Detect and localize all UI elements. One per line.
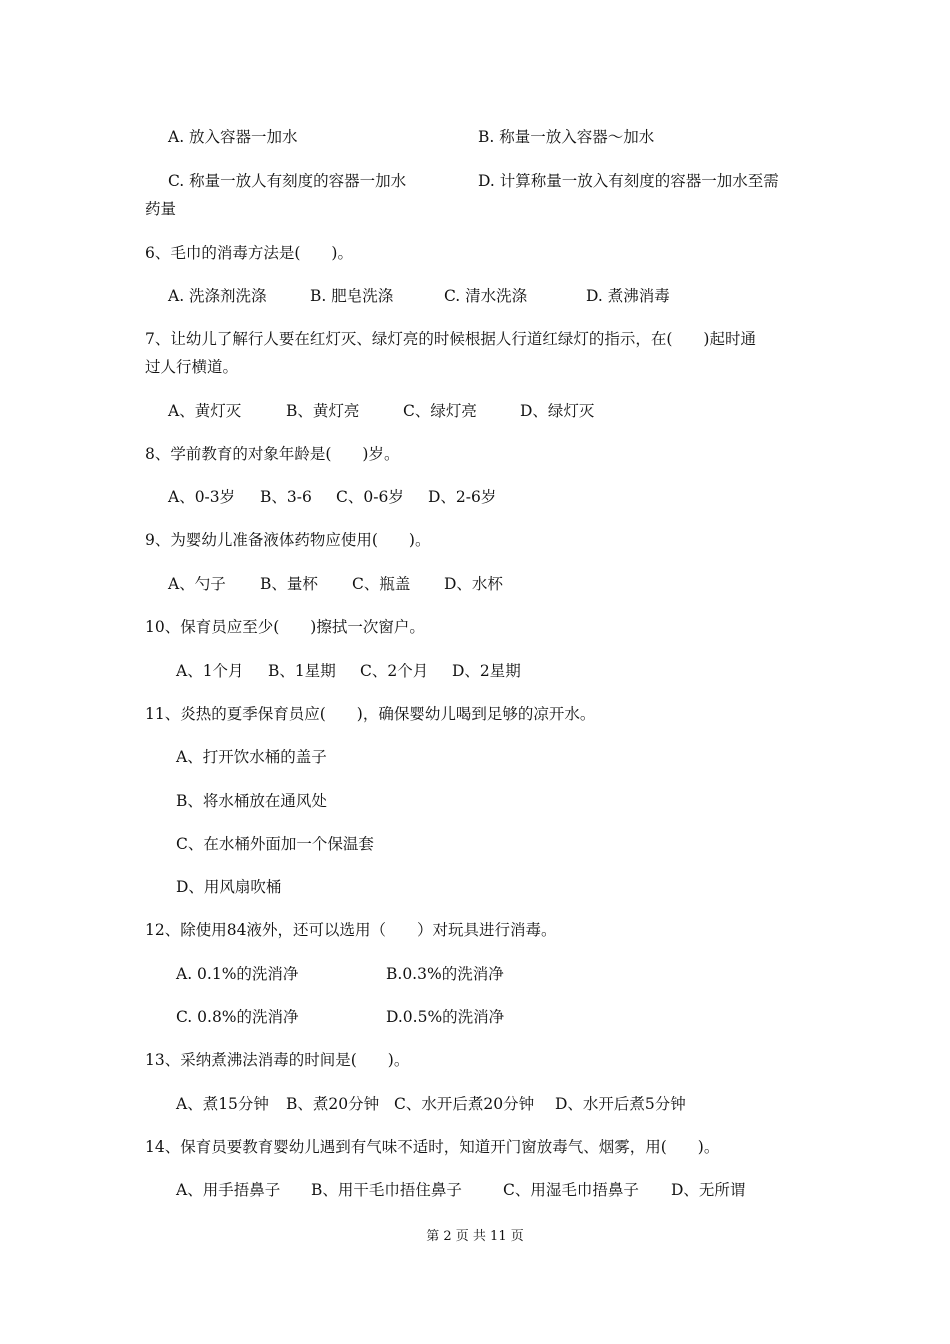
option-d: D、无所谓 (671, 1181, 746, 1199)
option-a: A、打开饮水桶的盖子 (176, 748, 327, 766)
option-a: A、0-3岁 (168, 488, 236, 506)
question-7: 7、让幼儿了解行人要在红灯灭、绿灯亮的时候根据人行道红绿灯的指示，在( )起时通 (145, 330, 756, 348)
option-d: D. 煮沸消毒 (586, 287, 670, 305)
option-c: C. 清水洗涤 (444, 287, 528, 305)
option-b: B、黄灯亮 (286, 402, 360, 420)
option-c: C、瓶盖 (352, 575, 411, 593)
option-a: A、用手捂鼻子 (176, 1181, 281, 1199)
option-a: A、煮15分钟 (176, 1095, 269, 1113)
option-b: B.0.3%的洗消净 (386, 965, 504, 983)
option-b: B、1星期 (268, 662, 336, 680)
option-d: D. 计算称量一放入有刻度的容器一加水至需 (478, 172, 779, 190)
option-a: A. 洗涤剂洗涤 (168, 287, 267, 305)
option-d: D、水开后煮5分钟 (555, 1095, 686, 1113)
option-continuation: 药量 (145, 200, 177, 218)
question-7-continuation: 过人行横道。 (145, 358, 239, 376)
page-footer: 第 2 页 共 11 页 (426, 1229, 524, 1244)
option-a: A. 0.1%的洗消净 (176, 965, 299, 983)
option-c: C、水开后煮20分钟 (394, 1095, 535, 1113)
option-d: D、2-6岁 (428, 488, 497, 506)
option-a: A. 放入容器一加水 (168, 128, 298, 146)
option-d: D、绿灯灭 (520, 402, 595, 420)
option-c: C、在水桶外面加一个保温套 (176, 835, 374, 853)
option-c: C、用湿毛巾捂鼻子 (503, 1181, 639, 1199)
question-12: 12、除使用84液外，还可以选用（ ）对玩具进行消毒。 (145, 921, 557, 939)
option-b: B. 肥皂洗涤 (310, 287, 394, 305)
option-d: D、用风扇吹桶 (176, 878, 282, 896)
question-6: 6、毛巾的消毒方法是( )。 (145, 244, 353, 262)
question-13: 13、采纳煮沸法消毒的时间是( )。 (145, 1051, 410, 1069)
option-d: D、水杯 (444, 575, 503, 593)
option-a: A、黄灯灭 (168, 402, 242, 420)
option-b: B、将水桶放在通风处 (176, 792, 327, 810)
option-c: C、绿灯亮 (403, 402, 477, 420)
option-c: C. 0.8%的洗消净 (176, 1008, 299, 1026)
option-b: B. 称量一放入容器～加水 (478, 128, 655, 146)
option-c: C、2个月 (360, 662, 429, 680)
option-c: C、0-6岁 (336, 488, 404, 506)
option-b: B、量杯 (260, 575, 318, 593)
option-d: D.0.5%的洗消净 (386, 1008, 505, 1026)
question-14: 14、保育员要教育婴幼儿遇到有气味不适时，知道开门窗放毒气、烟雾，用( )。 (145, 1138, 720, 1156)
option-d: D、2星期 (452, 662, 521, 680)
question-10: 10、保育员应至少( )擦拭一次窗户。 (145, 618, 425, 636)
option-b: B、3-6 (260, 488, 312, 506)
question-9: 9、为婴幼儿准备液体药物应使用( )。 (145, 531, 431, 549)
option-b: B、煮20分钟 (286, 1095, 380, 1113)
question-8: 8、学前教育的对象年龄是( )岁。 (145, 445, 400, 463)
question-11: 11、炎热的夏季保育员应( )，确保婴幼儿喝到足够的凉开水。 (145, 705, 596, 723)
option-a: A、勺子 (168, 575, 226, 593)
option-a: A、1个月 (176, 662, 244, 680)
option-c: C. 称量一放人有刻度的容器一加水 (168, 172, 407, 190)
option-b: B、用干毛巾捂住鼻子 (311, 1181, 462, 1199)
